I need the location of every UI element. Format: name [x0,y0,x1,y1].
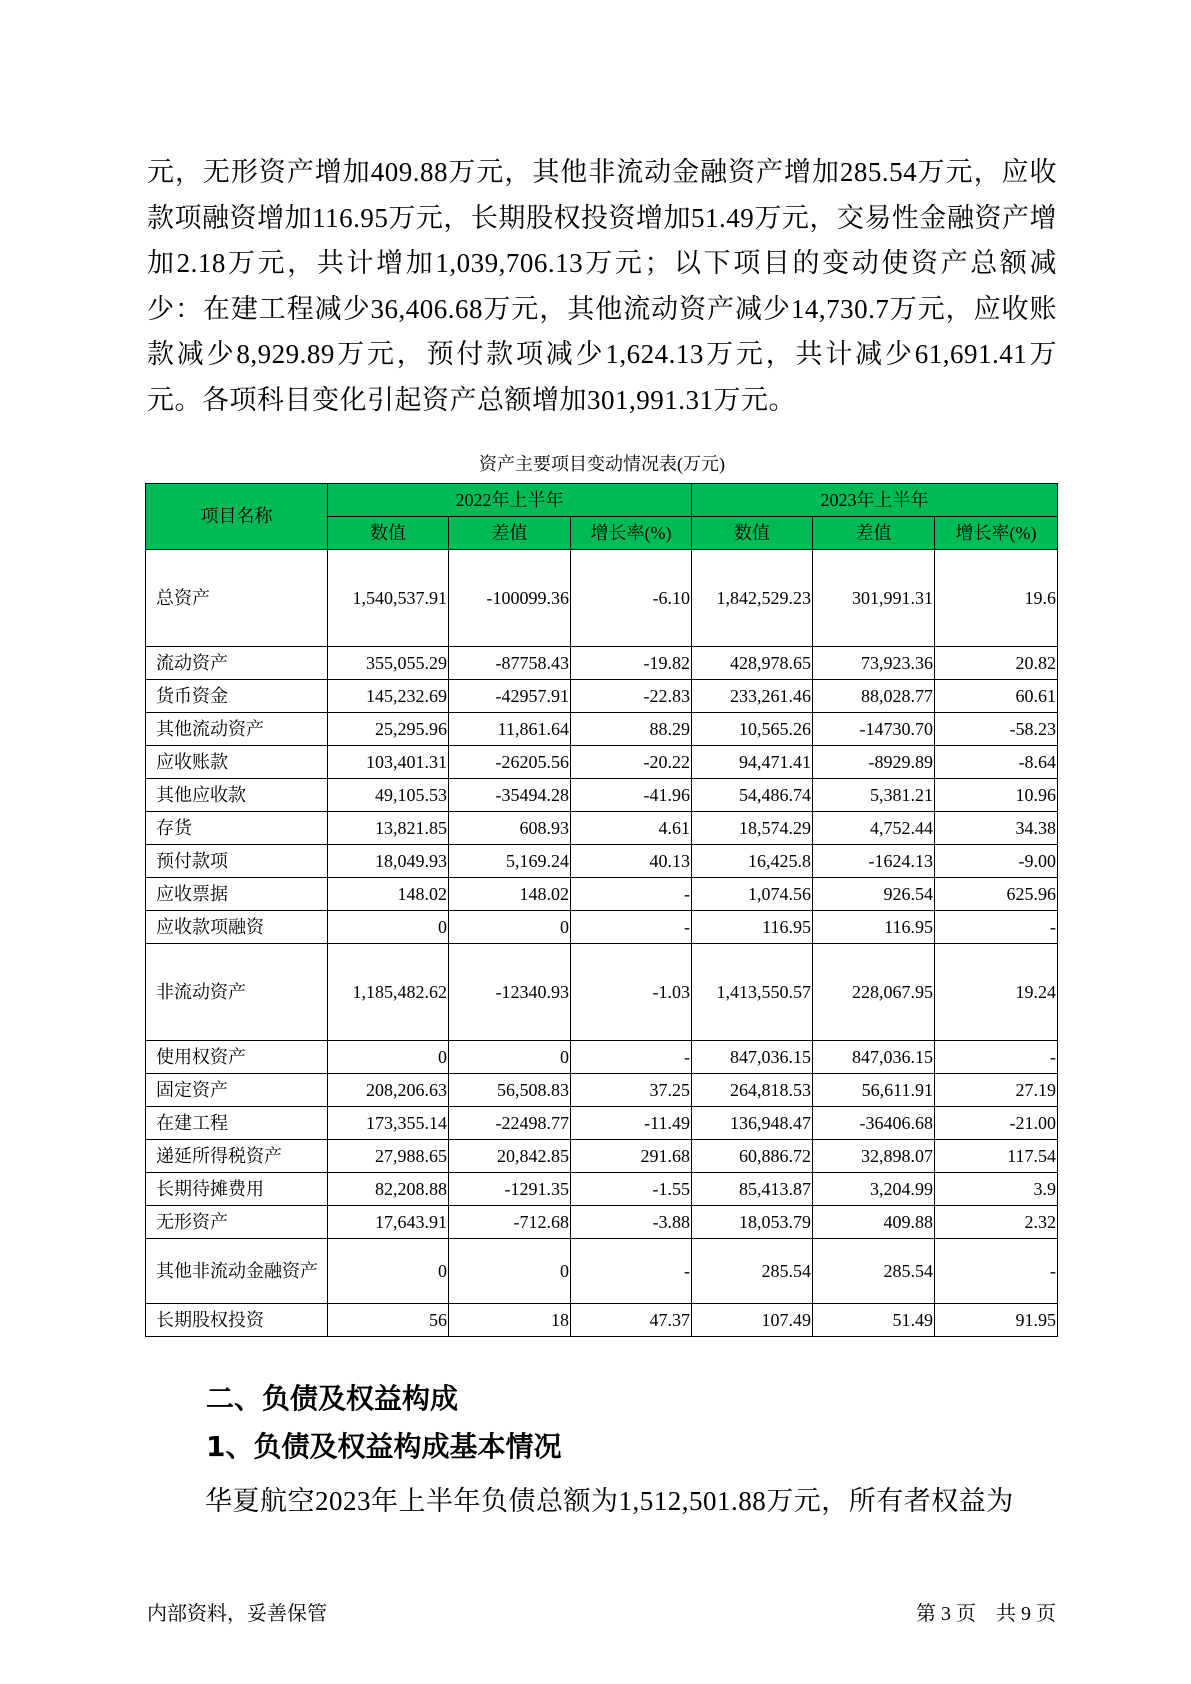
diff-2023: 5,381.21 [813,778,935,811]
rate-2023: - [935,910,1058,943]
diff-2023: 3,204.99 [813,1172,935,1205]
table-row [146,1139,1058,1172]
diff-2022: -42957.91 [449,679,571,712]
value-2023: 1,842,529.23 [692,549,813,646]
diff-2022: -26205.56 [449,745,571,778]
rate-2023: 2.32 [935,1205,1058,1238]
header-period-2023: 2023年上半年 [692,483,1058,516]
value-2022: 1,185,482.62 [328,943,449,1040]
rate-2023: 27.19 [935,1073,1058,1106]
value-2022: 0 [328,1040,449,1073]
diff-2022: 0 [449,910,571,943]
value-2022: 145,232.69 [328,679,449,712]
diff-2023: 847,036.15 [813,1040,935,1073]
value-2022: 49,105.53 [328,778,449,811]
rate-2022: -1.03 [571,943,692,1040]
value-2023: 18,053.79 [692,1205,813,1238]
item-name: 使用权资产 [146,1040,328,1073]
diff-2023: 926.54 [813,877,935,910]
diff-2022: 0 [449,1238,571,1303]
rate-2023: 19.24 [935,943,1058,1040]
table-row [146,1073,1058,1106]
header-value: 数值 [692,516,813,549]
rate-2023: 3.9 [935,1172,1058,1205]
diff-2023: 32,898.07 [813,1139,935,1172]
table-row [146,943,1058,1040]
footer-confidential: 内部资料，妥善保管 [147,1603,327,1625]
value-2023: 1,074.56 [692,877,813,910]
diff-2022: -12340.93 [449,943,571,1040]
subsection-heading: 1、负债及权益构成基本情况 [206,1429,562,1463]
header-item-name: 项目名称 [146,483,328,549]
table-row [146,646,1058,679]
value-2022: 18,049.93 [328,844,449,877]
rate-2023: - [935,1238,1058,1303]
table-row [146,1172,1058,1205]
diff-2023: 56,611.91 [813,1073,935,1106]
rate-2023: -58.23 [935,712,1058,745]
rate-2022: -3.88 [571,1205,692,1238]
diff-2022: 608.93 [449,811,571,844]
item-name: 长期股权投资 [146,1303,328,1336]
rate-2022: -11.49 [571,1106,692,1139]
table-row [146,679,1058,712]
value-2022: 103,401.31 [328,745,449,778]
diff-2023: -1624.13 [813,844,935,877]
value-2023: 54,486.74 [692,778,813,811]
table-row [146,712,1058,745]
section-heading: 二、负债及权益构成 [206,1381,459,1415]
body-paragraph-2: 华夏航空2023年上半年负债总额为1,512,501.88万元，所有者权益为 [205,1485,1014,1516]
value-2023: 136,948.47 [692,1106,813,1139]
diff-2023: 409.88 [813,1205,935,1238]
rate-2023: 117.54 [935,1139,1058,1172]
diff-2023: -14730.70 [813,712,935,745]
header-period-2022: 2022年上半年 [328,483,692,516]
diff-2022: 20,842.85 [449,1139,571,1172]
rate-2022: -22.83 [571,679,692,712]
diff-2023: 301,991.31 [813,549,935,646]
value-2023: 18,574.29 [692,811,813,844]
diff-2022: -712.68 [449,1205,571,1238]
rate-2022: 47.37 [571,1303,692,1336]
footer [147,1601,1056,1627]
diff-2023: -36406.68 [813,1106,935,1139]
item-name: 在建工程 [146,1106,328,1139]
rate-2022: -1.55 [571,1172,692,1205]
value-2023: 16,425.8 [692,844,813,877]
rate-2023: 10.96 [935,778,1058,811]
rate-2022: - [571,1238,692,1303]
diff-2023: 88,028.77 [813,679,935,712]
rate-2022: 88.29 [571,712,692,745]
value-2022: 17,643.91 [328,1205,449,1238]
diff-2022: -1291.35 [449,1172,571,1205]
table-row [146,844,1058,877]
item-name: 货币资金 [146,679,328,712]
diff-2022: 56,508.83 [449,1073,571,1106]
rate-2022: - [571,910,692,943]
rate-2022: - [571,877,692,910]
item-name: 其他流动资产 [146,712,328,745]
item-name: 非流动资产 [146,943,328,1040]
table-row [146,910,1058,943]
rate-2023: 625.96 [935,877,1058,910]
diff-2023: 285.54 [813,1238,935,1303]
table-row [146,1106,1058,1139]
diff-2023: -8929.89 [813,745,935,778]
table-row [146,745,1058,778]
value-2022: 0 [328,1238,449,1303]
rate-2022: - [571,1040,692,1073]
item-name: 应收款项融资 [146,910,328,943]
value-2022: 148.02 [328,877,449,910]
rate-2023: 91.95 [935,1303,1058,1336]
value-2023: 107.49 [692,1303,813,1336]
table-row [146,1205,1058,1238]
header-diff: 差值 [813,516,935,549]
diff-2023: 228,067.95 [813,943,935,1040]
rate-2023: -9.00 [935,844,1058,877]
value-2023: 233,261.46 [692,679,813,712]
rate-2022: 40.13 [571,844,692,877]
rate-2022: -41.96 [571,778,692,811]
diff-2022: -100099.36 [449,549,571,646]
value-2022: 27,988.65 [328,1139,449,1172]
item-name: 其他非流动金融资产 [146,1238,328,1303]
table-row [146,1040,1058,1073]
diff-2022: -87758.43 [449,646,571,679]
value-2023: 847,036.15 [692,1040,813,1073]
value-2023: 85,413.87 [692,1172,813,1205]
rate-2022: 37.25 [571,1073,692,1106]
value-2023: 264,818.53 [692,1073,813,1106]
table-row [146,549,1058,646]
rate-2023: 60.61 [935,679,1058,712]
value-2022: 56 [328,1303,449,1336]
table-row [146,1238,1058,1303]
diff-2022: 11,861.64 [449,712,571,745]
rate-2022: 4.61 [571,811,692,844]
value-2022: 173,355.14 [328,1106,449,1139]
value-2022: 355,055.29 [328,646,449,679]
table-row [146,877,1058,910]
value-2022: 82,208.88 [328,1172,449,1205]
rate-2023: -21.00 [935,1106,1058,1139]
item-name: 总资产 [146,549,328,646]
table-row [146,778,1058,811]
rate-2023: -8.64 [935,745,1058,778]
footer-page-number: 第 3 页 共 9 页 [916,1603,1056,1625]
asset-changes-table [145,483,1058,1337]
rate-2023: 20.82 [935,646,1058,679]
item-name: 长期待摊费用 [146,1172,328,1205]
value-2023: 94,471.41 [692,745,813,778]
value-2022: 25,295.96 [328,712,449,745]
table-row [146,811,1058,844]
header-diff: 差值 [449,516,571,549]
rate-2023: 19.6 [935,549,1058,646]
diff-2022: -22498.77 [449,1106,571,1139]
value-2023: 428,978.65 [692,646,813,679]
item-name: 无形资产 [146,1205,328,1238]
rate-2023: 34.38 [935,811,1058,844]
rate-2023: - [935,1040,1058,1073]
item-name: 预付款项 [146,844,328,877]
rate-2022: -6.10 [571,549,692,646]
diff-2022: -35494.28 [449,778,571,811]
header-rate: 增长率(%) [935,516,1058,549]
diff-2023: 4,752.44 [813,811,935,844]
item-name: 存货 [146,811,328,844]
diff-2023: 51.49 [813,1303,935,1336]
rate-2022: 291.68 [571,1139,692,1172]
diff-2023: 116.95 [813,910,935,943]
table-caption: 资产主要项目变动情况表(万元) [479,453,725,474]
header-rate: 增长率(%) [571,516,692,549]
value-2023: 10,565.26 [692,712,813,745]
value-2023: 1,413,550.57 [692,943,813,1040]
diff-2022: 148.02 [449,877,571,910]
value-2023: 60,886.72 [692,1139,813,1172]
table-row [146,1303,1058,1336]
header-value: 数值 [328,516,449,549]
item-name: 固定资产 [146,1073,328,1106]
item-name: 其他应收款 [146,778,328,811]
value-2022: 13,821.85 [328,811,449,844]
item-name: 流动资产 [146,646,328,679]
value-2022: 1,540,537.91 [328,549,449,646]
value-2022: 208,206.63 [328,1073,449,1106]
value-2023: 116.95 [692,910,813,943]
body-paragraph: 元，无形资产增加409.88万元，其他非流动金融资产增加285.54万元，应收款项融资增加116.95万元，长期股权投资增加51.49万元，交易性金融资产增加2.18万元，共计增加1,039,706.13万元；以下项目的变动使资产总额减少：在建工程减少36,406.68万元，其他流动资产减少14,730.7万元，应收账款减少8,929.89万元，预付款项减少1,624.13万元，共计减少61,691.41万元。各项科目变化引起资产总额增加301,991.31万元。 [147,157,1057,415]
diff-2022: 0 [449,1040,571,1073]
diff-2022: 5,169.24 [449,844,571,877]
item-name: 应收账款 [146,745,328,778]
rate-2022: -20.22 [571,745,692,778]
diff-2022: 18 [449,1303,571,1336]
value-2023: 285.54 [692,1238,813,1303]
value-2022: 0 [328,910,449,943]
item-name: 应收票据 [146,877,328,910]
diff-2023: 73,923.36 [813,646,935,679]
rate-2022: -19.82 [571,646,692,679]
item-name: 递延所得税资产 [146,1139,328,1172]
